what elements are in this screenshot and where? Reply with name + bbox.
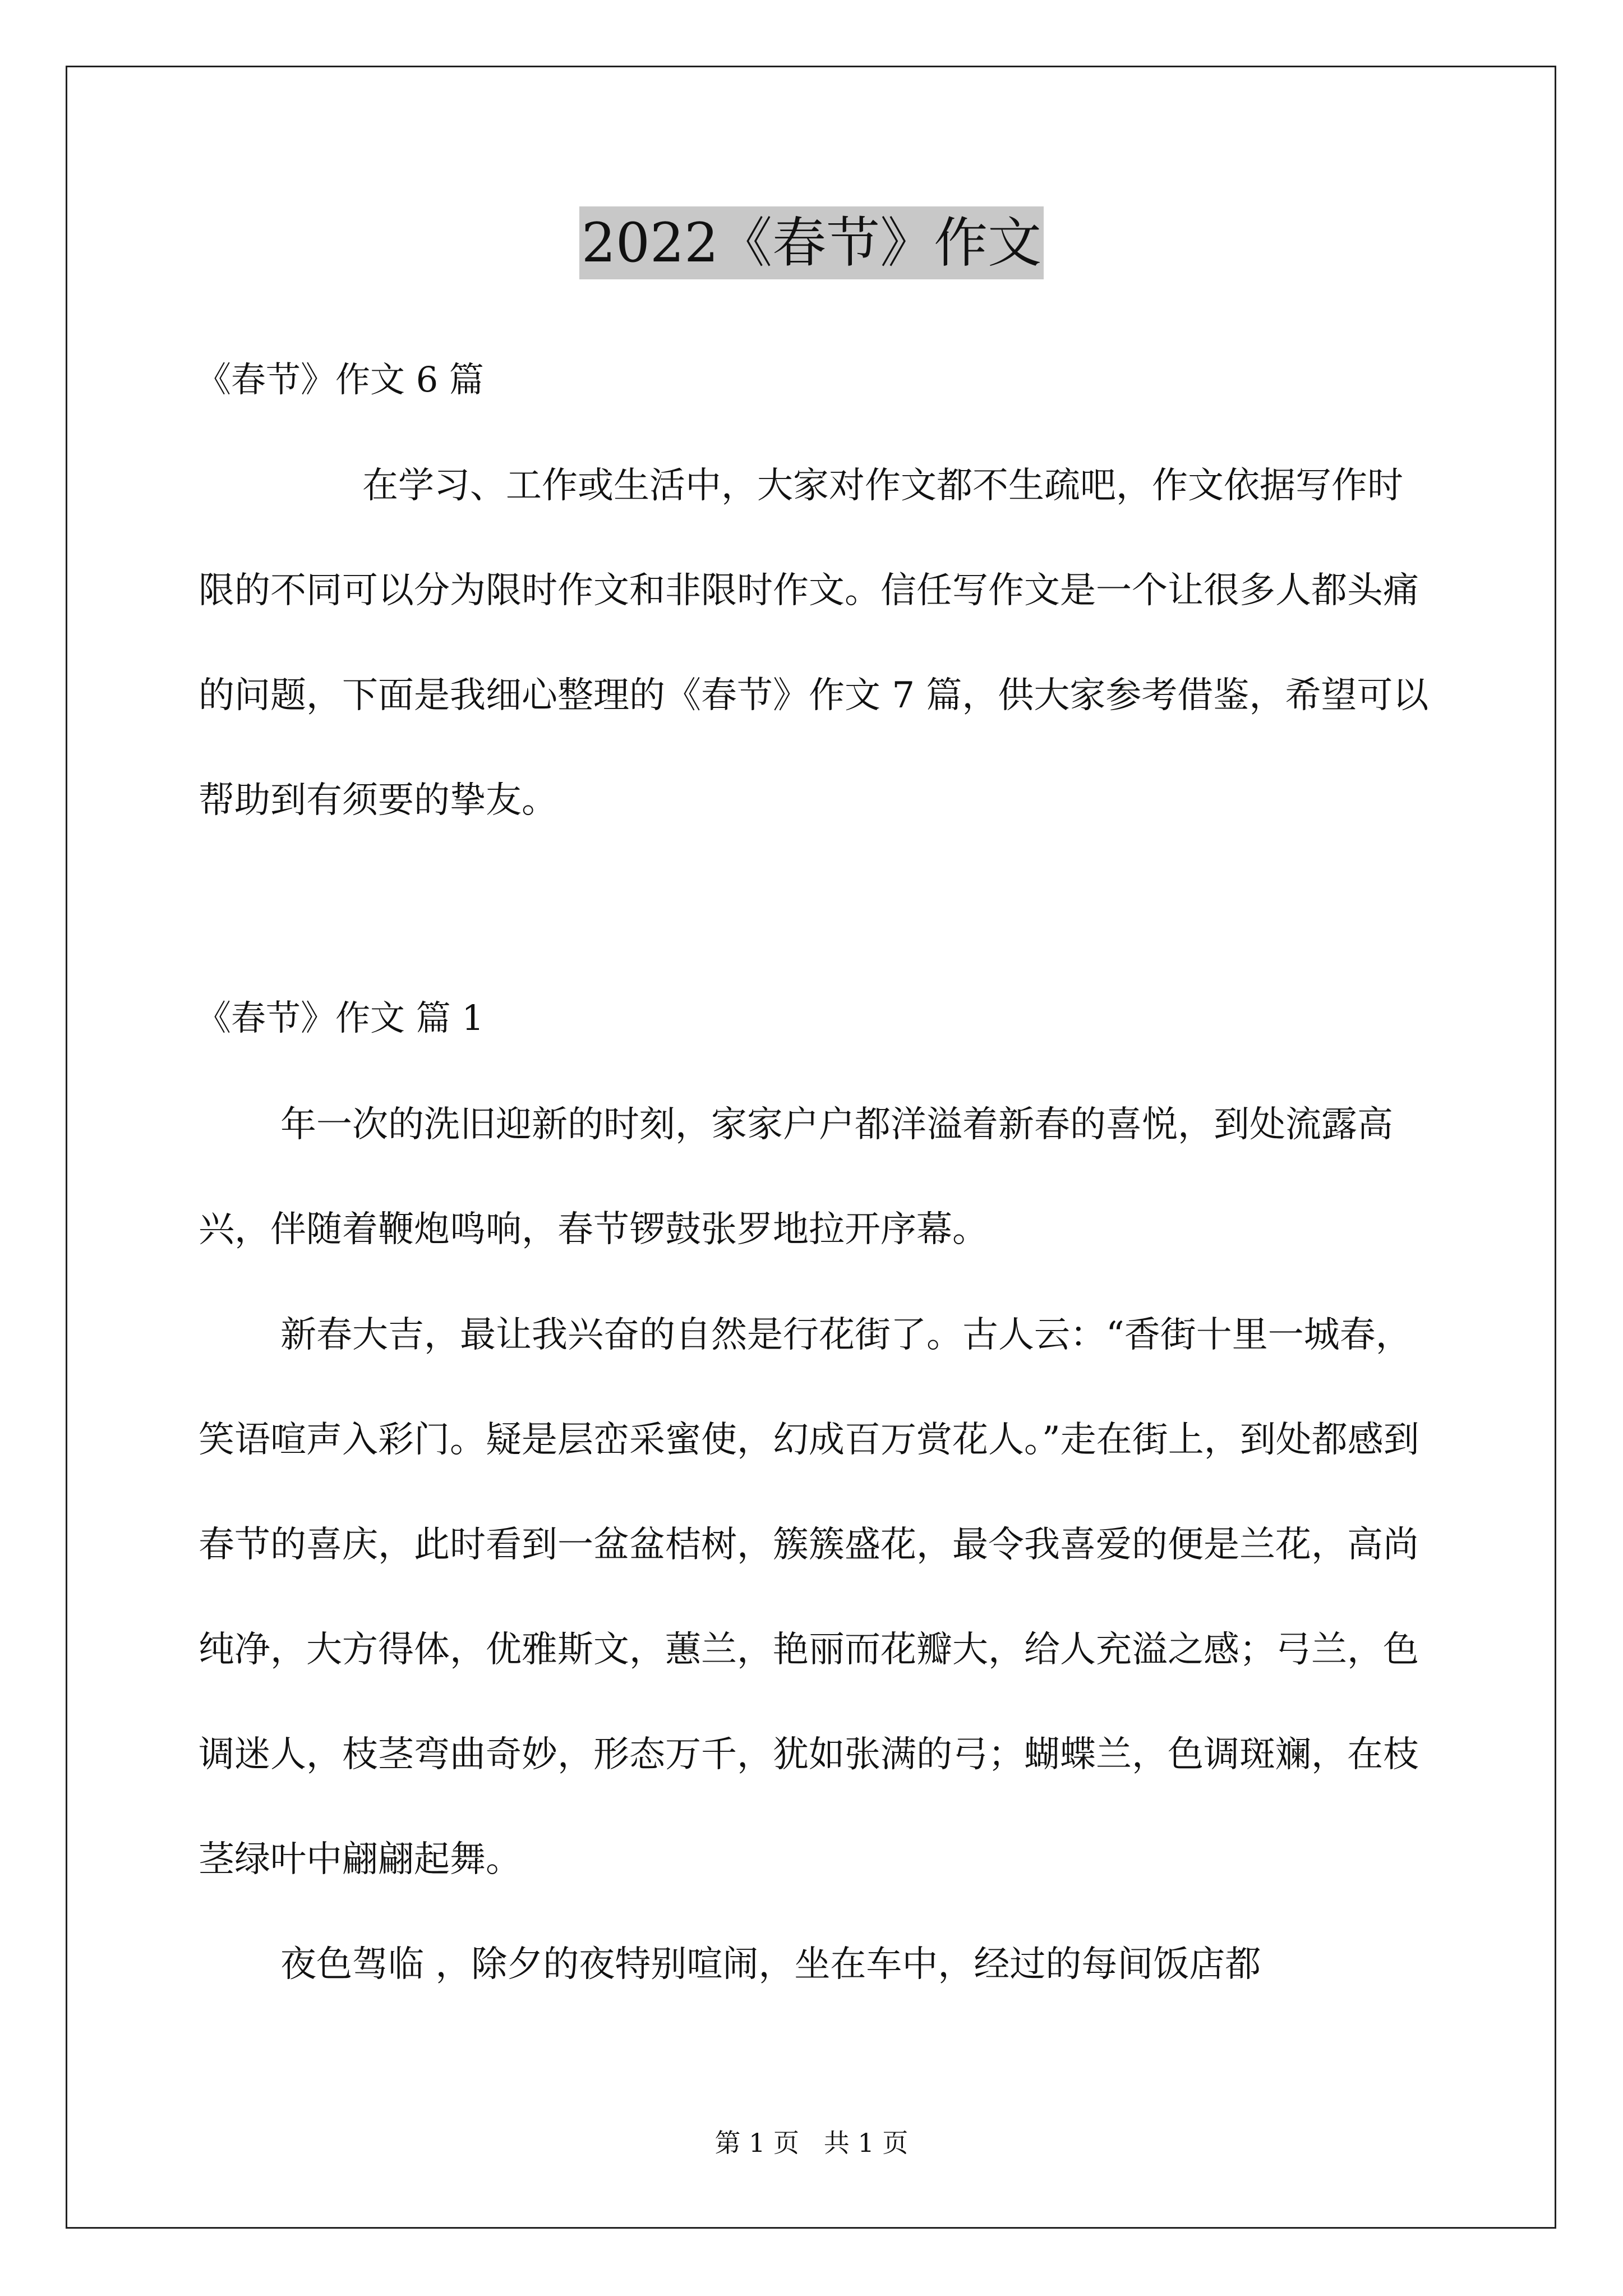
page-footer	[0, 2126, 1623, 2160]
document-subtitle: 《春节》作文 6 篇	[196, 359, 484, 400]
body-paragraph-3: 夜色驾临 ，除夕的夜特别喧闹，坐在车中，经过的每间饭店都	[280, 1944, 1261, 1985]
section-heading: 《春节》作文 篇 1	[196, 997, 484, 1038]
document-title: 2022《春节》作文	[579, 206, 1044, 279]
intro-paragraph: 在学习、工作或生活中，大家对作文都不生疏吧，作文依据写作时限的不同可以分为限时作文和非限时作文。信任写作文是一个让很多人都头痛的问题，下面是我细心整理的《春节》作文 7 篇，供大家参考借鉴，希望可以帮助到有须要的挚友。	[199, 465, 1429, 821]
document-title-wrapper	[0, 206, 1623, 295]
body-paragraph-2: 新春大吉，最让我兴奋的自然是行花街了。古人云：“香街十里一城春，笑语喧声入彩门。疑是层峦采蜜使，幻成百万赏花人。”走在街上，到处都感到春节的喜庆，此时看到一盆盆桔树，簇簇盛花，最令我喜爱的便是兰花，高尚纯净，大方得体，优雅斯文，蕙兰，艳丽而花瓣大，给人充溢之感；弓兰，色调迷人，枝茎弯曲奇妙，形态万千，犹如张满的弓；蝴蝶兰，色调斑斓，在枝茎绿叶中翩翩起舞。	[199, 1314, 1419, 1880]
body-paragraph-1: 年一次的洗旧迎新的时刻，家家户户都洋溢着新春的喜悦，到处流露高兴，伴随着鞭炮鸣响，春节锣鼓张罗地拉开序幕。	[199, 1104, 1393, 1250]
page-number: 第 1 页 共 1 页	[714, 2128, 909, 2158]
